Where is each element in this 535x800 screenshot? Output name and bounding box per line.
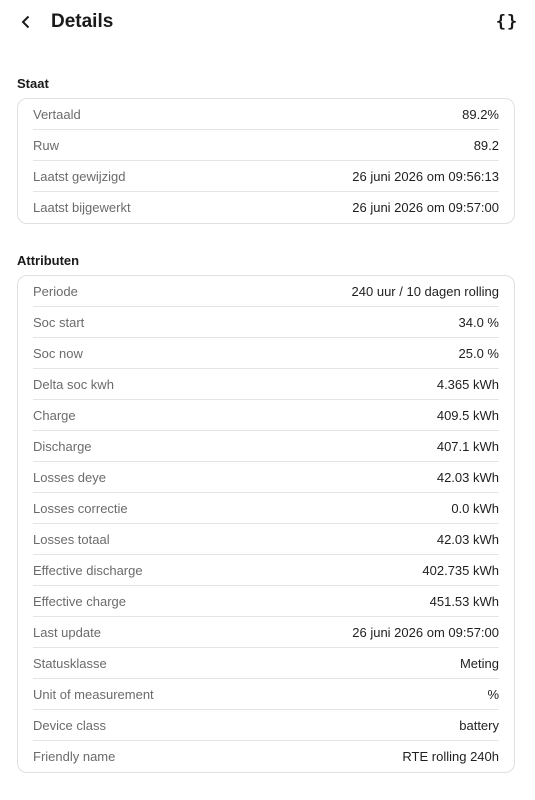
attribute-row xyxy=(33,617,499,648)
row-label: Losses totaal xyxy=(33,531,110,547)
row-label: Losses deye xyxy=(33,469,106,485)
attribute-row xyxy=(33,493,499,524)
row-label: Laatst gewijzigd xyxy=(33,168,126,184)
attribute-row xyxy=(33,338,499,369)
row-value: 26 juni 2026 om 09:57:00 xyxy=(352,624,499,640)
row-value: 89.2 xyxy=(473,137,499,153)
attribute-row xyxy=(33,161,499,192)
row-value: 26 juni 2026 om 09:57:00 xyxy=(352,200,499,215)
page-title: Details xyxy=(51,11,114,32)
row-label: Discharge xyxy=(33,438,92,454)
attribute-row xyxy=(33,400,499,431)
row-value: 26 juni 2026 om 09:56:13 xyxy=(352,168,499,184)
attribute-row xyxy=(33,462,499,493)
row-label: Effective charge xyxy=(33,593,126,609)
row-value: RTE rolling 240h xyxy=(402,749,499,764)
row-value: 407.1 kWh xyxy=(436,438,499,454)
row-value: 0.0 kWh xyxy=(451,500,499,516)
row-value: 89.2% xyxy=(462,106,499,122)
attribute-row xyxy=(33,586,499,617)
attribute-row xyxy=(33,369,499,400)
row-value: 25.0 % xyxy=(458,345,499,361)
row-label: Soc start xyxy=(33,314,85,330)
attributes-card xyxy=(17,275,515,773)
row-value: 4.365 kWh xyxy=(436,376,499,392)
row-value: 409.5 kWh xyxy=(436,407,499,423)
row-value: 240 uur / 10 dagen rolling xyxy=(351,283,499,299)
attribute-row xyxy=(33,130,499,161)
attribute-row xyxy=(33,307,499,338)
row-value: 42.03 kWh xyxy=(436,531,499,547)
attribute-row xyxy=(33,192,499,223)
state-card xyxy=(17,98,515,224)
row-label: Ruw xyxy=(33,137,60,153)
row-value: 402.735 kWh xyxy=(422,562,499,578)
row-label: Unit of measurement xyxy=(33,686,154,702)
row-value: 42.03 kWh xyxy=(436,469,499,485)
row-label: Friendly name xyxy=(33,749,116,764)
row-label: Charge xyxy=(33,407,76,423)
row-label: Laatst bijgewerkt xyxy=(33,200,131,215)
attribute-row xyxy=(33,648,499,679)
row-value: battery xyxy=(459,717,499,733)
attribute-row xyxy=(33,679,499,710)
state-section-title: Staat xyxy=(17,76,49,91)
row-label: Soc now xyxy=(33,345,83,361)
row-label: Losses correctie xyxy=(33,500,128,516)
braces-icon[interactable]: {} xyxy=(495,12,519,32)
row-value: 451.53 kWh xyxy=(429,593,499,609)
row-label: Vertaald xyxy=(33,106,81,122)
top-bar xyxy=(0,0,535,44)
row-label: Delta soc kwh xyxy=(33,376,114,392)
attribute-row xyxy=(33,276,499,307)
row-label: Periode xyxy=(33,283,78,299)
attribute-row xyxy=(33,431,499,462)
row-value: % xyxy=(487,686,499,702)
row-label: Statusklasse xyxy=(33,655,107,671)
attribute-row xyxy=(33,710,499,741)
back-button[interactable] xyxy=(12,8,40,36)
attribute-row xyxy=(33,99,499,130)
row-label: Effective discharge xyxy=(33,562,143,578)
row-value: Meting xyxy=(459,655,499,671)
attribute-row xyxy=(33,524,499,555)
chevron-left-icon xyxy=(18,14,34,30)
row-value: 34.0 % xyxy=(458,314,499,330)
attribute-row xyxy=(33,741,499,772)
attribute-row xyxy=(33,555,499,586)
row-label: Last update xyxy=(33,624,101,640)
row-label: Device class xyxy=(33,717,106,733)
attributes-section-title: Attributen xyxy=(17,253,80,268)
